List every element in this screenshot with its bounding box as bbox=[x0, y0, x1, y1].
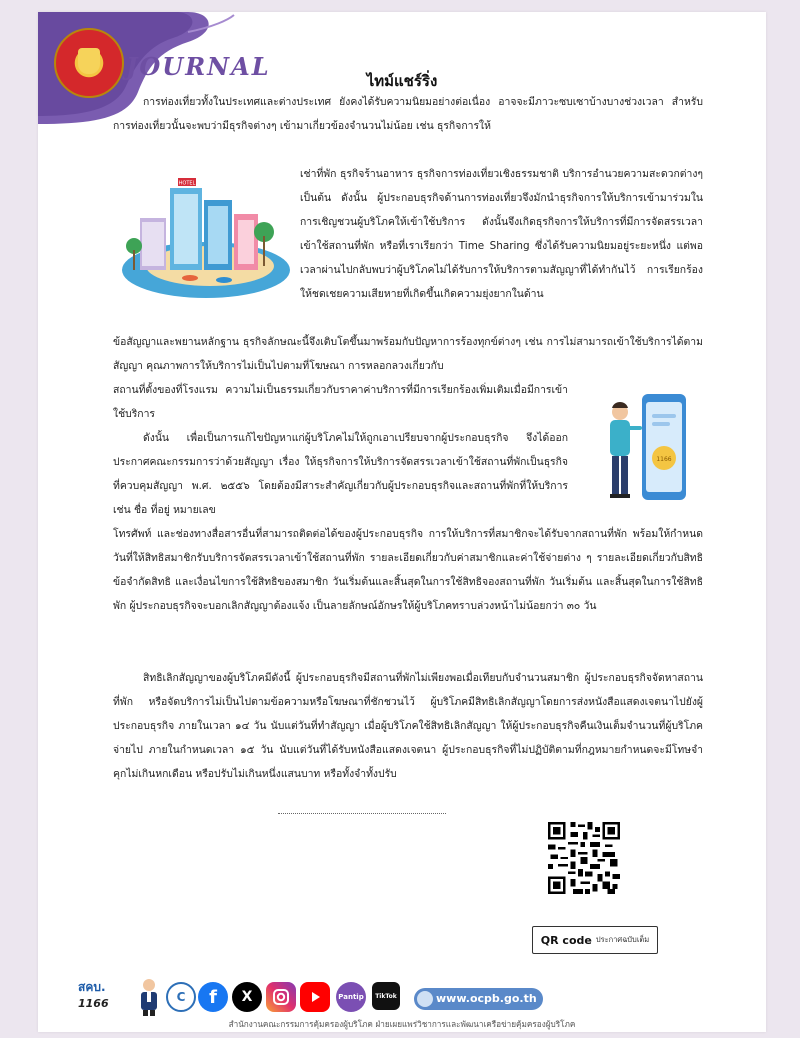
facebook-icon[interactable]: f bbox=[198, 982, 228, 1012]
instagram-icon[interactable] bbox=[266, 982, 296, 1012]
website-url: www.ocpb.go.th bbox=[436, 992, 537, 1005]
paragraph-2-full: โทรศัพท์ และช่องทางสื่อสารอื่นที่สามารถติดต่อได้ของผู้ประกอบธุรกิจ การให้บริการที่สมาชิกจะได้รับจากสถานที่พัก พร้อมให้กำหนดวันที่ให้สิทธิสมาชิกรับบริการจัดสรรเวลาเข้าใช้สถานที่พัก รายละเอียดเกี่ยวกับค่าสมาชิกและค่าใช้จ่ายต่าง ๆ รายละเอียดเกี่ยวกับสิทธิ ข้อจำกัดสิทธิ และเงื่อนไขการใช้สิทธิของสมาชิก วันเริ่มต้นและสิ้นสุดในการใช้สิทธิจองสถานที่พัก วันเริ่มต้น และสิ้นสุดในการใช้สิทธิพัก ผู้ประกอบธุรกิจจะบอกเลิกสัญญาต้องแจ้ง เป็นลายลักษณ์อักษรให้ผู้บริโภคทราบล่วงหน้าไม่น้อยกว่า ๓๐ วัน bbox=[113, 528, 703, 612]
ocpb-hotline-brand bbox=[78, 978, 109, 1010]
footer-office-name: สำนักงานคณะกรรมการคุ้มครองผู้บริโภค ฝ่ายเผยแพร่วิชาการและพัฒนาเครือข่ายคุ้มครองผู้บริโภค bbox=[228, 1019, 576, 1029]
paragraph-3: สิทธิเลิกสัญญาของผู้บริโภคมีดังนี้ ผู้ประกอบธุรกิจมีสถานที่พักไม่เพียงพอเมื่อเทียบกับจำนวนสมาชิก ผู้ประกอบธุรกิจจัดหาสถานที่พัก หรือจัดบริการไม่เป็นไปตามข้อความหรือโฆษณาที่ชักชวนไว้ ผู้บริโภคมีสิทธิเลิกสัญญาโดยการส่งหนังสือแสดงเจตนาไปยังผู้ประกอบธุรกิจ ภายในเวลา ๑๔ วัน นับแต่วันที่ทำสัญญา เมื่อผู้บริโภคใช้สิทธิเลิกสัญญา ให้ผู้ประกอบธุรกิจคืนเงินเต็มจำนวนที่ผู้บริโภคจ่ายไป ภายในกำหนดเวลา ๑๕ วัน นับแต่วันที่ได้รับหนังสือแสดงเจตนา ผู้ประกอบธุรกิจที่ไม่ปฏิบัติตามที่กฎหมายกำหนดจะมีโทษจำคุกไม่เกินหกเดือน หรือปรับไม่เกินหนึ่งแสนบาท หรือทั้งจำทั้งปรับ bbox=[113, 672, 703, 780]
paragraph-1-wrap: เช่าที่พัก ธุรกิจร้านอาหาร ธุรกิจการท่องเที่ยวเชิงธรรมชาติ บริการอำนวยความสะดวกต่างๆ เป็นต้น ดังนั้น ผู้ประกอบธุรกิจด้านการท่องเที่ยวจึงมักนำธุรกิจการให้บริการเข้ามาร่วมในการเชิญชวนผู้บริโภคให้เข้าใช้บริการ ดังนั้นจึงเกิดธุรกิจการให้บริการที่มีการจัดสรรเวลาเข้าใช้สถานที่พัก หรือที่เราเรียกว่า Time Sharing ซึ่งได้รับความนิยมอยู่ระยะหนึ่ง แต่พอเวลาผ่านไปกลับพบว่าผู้บริโภคไม่ได้รับการให้บริการตามสัญญาที่ได้ทำกันไว้ การเรียกร้องให้ชดเชยความเสียหายที่เกิดขึ้นเกิดความยุ่งยากในด้าน bbox=[300, 168, 703, 300]
document-page bbox=[38, 12, 766, 1032]
hotel-sign-text: HOTEL bbox=[178, 180, 196, 187]
globe-icon bbox=[417, 991, 433, 1007]
tiktok-icon[interactable]: TikTok bbox=[372, 982, 400, 1010]
paragraph-1-end: สถานที่ตั้งของที่โรงแรม ความไม่เป็นธรรมเกี่ยวกับราคาค่าบริการที่มีการเรียกร้องเพิ่มเติมเมื่อมีการเข้าใช้บริการ bbox=[113, 384, 568, 420]
website-pill[interactable] bbox=[414, 988, 543, 1010]
journal-wordmark: JOURNAL bbox=[126, 52, 271, 81]
footer-contact-row bbox=[78, 978, 738, 1018]
phone-coin-text: 1166 bbox=[656, 456, 672, 463]
brand-text: สคบ. bbox=[78, 980, 106, 994]
section-divider bbox=[278, 813, 446, 814]
paragraph-1-intro: การท่องเที่ยวทั้งในประเทศและต่างประเทศ ยังคงได้รับความนิยมอย่างต่อเนื่อง อาจจะมีภาวะซบเซาบ้างบางช่วงเวลา สำหรับการท่องเที่ยวนั้นจะพบว่ามีธุรกิจต่างๆ เข้ามาเกี่ยวข้องจำนวนไม่น้อย เช่น ธุรกิจการให้ bbox=[113, 96, 703, 132]
ocpb-round-logo-icon[interactable]: C bbox=[166, 982, 196, 1012]
article-title: ไทม์แชร์ริ่ง bbox=[366, 72, 438, 90]
hotline-number: 1166 bbox=[78, 997, 109, 1010]
qr-label-bold: QR code bbox=[540, 933, 592, 947]
qr-code-image[interactable] bbox=[548, 822, 620, 894]
pantip-icon[interactable]: Pantip bbox=[336, 982, 366, 1012]
mascot-figure-icon bbox=[138, 978, 160, 1016]
qr-code-label bbox=[532, 926, 658, 954]
phone-user-illustration bbox=[598, 390, 694, 510]
paragraph-2-wrap: ดังนั้น เพื่อเป็นการแก้ไขปัญหาแก่ผู้บริโภคไม่ให้ถูกเอาเปรียบจากผู้ประกอบธุรกิจ จึงได้ออกประกาศคณะกรรมการว่าด้วยสัญญา เรื่อง ให้ธุรกิจการให้บริการจัดสรรเวลาเข้าใช้สถานที่พักเป็นธุรกิจที่ควบคุมสัญญา พ.ศ. ๒๕๕๖ โดยต้องมีสาระสำคัญเกี่ยวกับผู้ประกอบธุรกิจและสถานที่พักที่ให้บริการ เช่น ชื่อ ที่อยู่ หมายเลข bbox=[113, 432, 568, 516]
youtube-icon[interactable] bbox=[300, 982, 330, 1012]
x-twitter-icon[interactable]: X bbox=[232, 982, 262, 1012]
hotel-beach-illustration bbox=[120, 170, 292, 302]
paragraph-1-full: ข้อสัญญาและพยานหลักฐาน ธุรกิจลักษณะนี้จึงเติบโตขึ้นมาพร้อมกับปัญหาการร้องทุกข์ต่างๆ เช่น การไม่สามารถเข้าใช้บริการได้ตามสัญญา คุณภาพการให้บริการไม่เป็นไปตามที่โฆษณา การหลอกลวงเกี่ยวกับ bbox=[113, 336, 703, 372]
qr-label-small: ประกาศฉบับเต็ม bbox=[595, 935, 650, 944]
